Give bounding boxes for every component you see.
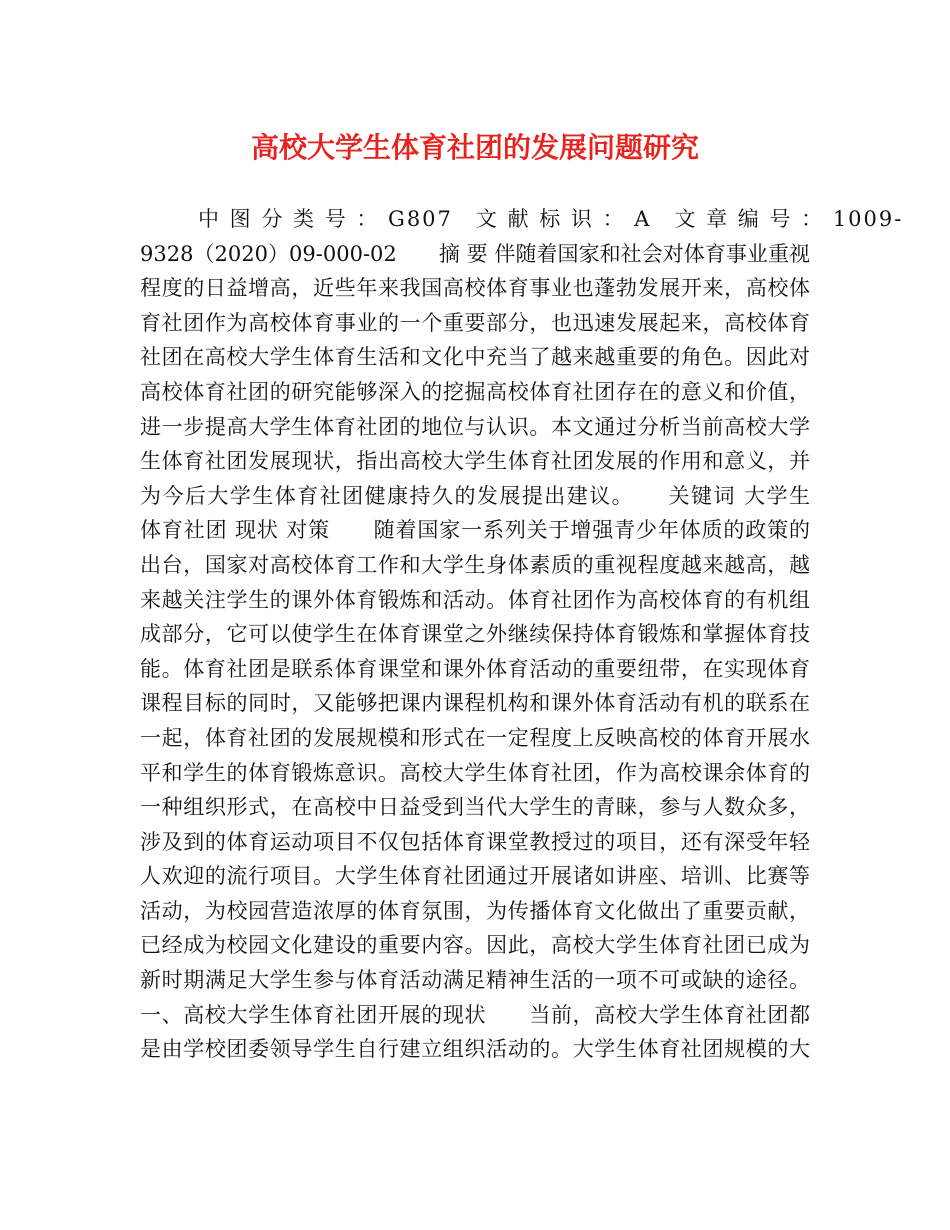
body-text-line: 人欢迎的流行项目。大学生体育社团通过开展诸如讲座、培训、比赛等 — [140, 864, 810, 889]
body-text-line: 一、高校大学生体育社团开展的现状 当前，高校大学生体育社团都 — [140, 1002, 810, 1027]
body-text-line: 活动，为校园营造浓厚的体育氛围，为传播体育文化做出了重要贡献， — [140, 898, 810, 923]
body-text-line: 一种组织形式，在高校中日益受到当代大学生的青睐，参与人数众多， — [140, 795, 810, 820]
body-text-line: 程度的日益增高，近些年来我国高校体育事业也蓬勃发展开来，高校体 — [140, 276, 810, 301]
body-text-line: 一起，体育社团的发展规模和形式在一定程度上反映高校的体育开展水 — [140, 725, 810, 750]
body-text-line: 为今后大学生体育社团健康持久的发展提出建议。 关键词 大学生 — [140, 483, 810, 508]
body-text-line: 体育社团 现状 对策 随着国家一系列关于增强青少年体质的政策的 — [140, 518, 810, 543]
body-text-line: 出台，国家对高校体育工作和大学生身体素质的重视程度越来越高，越 — [140, 552, 810, 577]
body-text-line: 育社团作为高校体育事业的一个重要部分，也迅速发展起来，高校体育 — [140, 310, 810, 335]
body-text-line: 成部分，它可以使学生在体育课堂之外继续保持体育锻炼和掌握体育技 — [140, 622, 810, 647]
document-body — [140, 202, 904, 1067]
body-text-line: 是由学校团委领导学生自行建立组织活动的。大学生体育社团规模的大 — [140, 1037, 810, 1062]
body-text-line: 9328（2020）09-000-02 摘 要 伴随着国家和社会对体育事业重视 — [140, 241, 810, 266]
document-title: 高校大学生体育社团的发展问题研究 — [250, 131, 699, 164]
body-text-line: 能。体育社团是联系体育课堂和课外体育活动的重要纽带，在实现体育 — [140, 656, 810, 681]
body-text-line: 生体育社团发展现状，指出高校大学生体育社团发展的作用和意义，并 — [140, 449, 810, 474]
body-text-line: 进一步提高大学生体育社团的地位与认识。本文通过分析当前高校大学 — [140, 414, 810, 439]
body-text-line: 中 图 分 类 号 ： G807 文 献 标 识 ： A 文 章 编 号 ： 1009- — [198, 207, 904, 231]
body-text-line: 新时期满足大学生参与体育活动满足精神生活的一项不可或缺的途径。 — [140, 968, 810, 993]
body-text-line: 课程目标的同时，又能够把课内课程机构和课外体育活动有机的联系在 — [140, 691, 810, 716]
body-text-line: 高校体育社团的研究能够深入的挖掘高校体育社团存在的意义和价值， — [140, 379, 810, 404]
body-text-line: 涉及到的体育运动项目不仅包括体育课堂教授过的项目，还有深受年轻 — [140, 829, 810, 854]
body-text-line: 来越关注学生的课外体育锻炼和活动。体育社团作为高校体育的有机组 — [140, 587, 810, 612]
body-text-line: 社团在高校大学生体育生活和文化中充当了越来越重要的角色。因此对 — [140, 345, 810, 370]
body-text-line: 平和学生的体育锻炼意识。高校大学生体育社团，作为高校课余体育的 — [140, 760, 810, 785]
body-text-line: 已经成为校园文化建设的重要内容。因此，高校大学生体育社团已成为 — [140, 933, 810, 958]
